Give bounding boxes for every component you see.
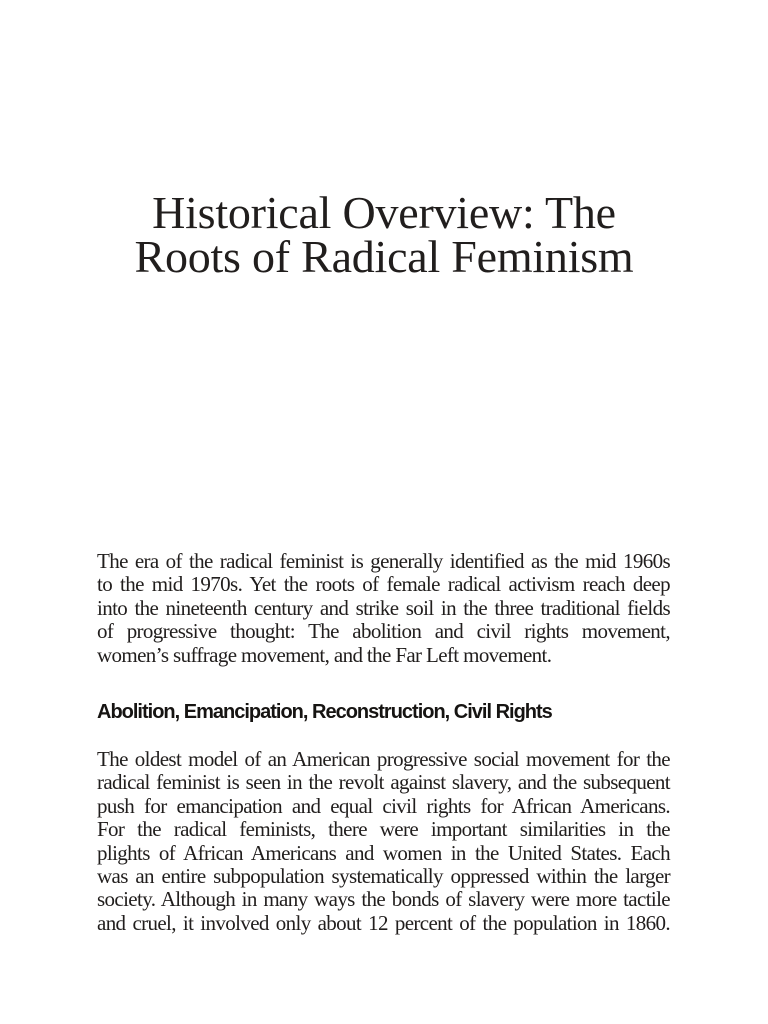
text-line: of progressive thought: The abolition and civil rights movement, bbox=[97, 619, 670, 644]
text-line: plights of African Americans and women in the United States. Each bbox=[97, 840, 670, 865]
text-line: society. Although in many ways the bonds of slavery were more tactile bbox=[97, 887, 670, 912]
text-line: The era of the radical feminist is generally identified as the mid 1960s bbox=[97, 549, 670, 573]
text-line: Roots of Radical Feminism bbox=[134, 230, 634, 282]
body-paragraph bbox=[97, 748, 670, 935]
text-line: radical feminist is seen in the revolt against slavery, and the subsequent bbox=[97, 770, 670, 795]
intro-paragraph bbox=[97, 550, 670, 667]
text-line: to the mid 1970s. Yet the roots of female radical activism reach deep bbox=[97, 572, 670, 597]
text-line: into the nineteenth century and strike soil in the three traditional fields bbox=[97, 595, 670, 620]
text-line: was an entire subpopulation systematically oppressed within the larger bbox=[97, 864, 670, 889]
text-line: women’s suffrage movement, and the Far Left movement. bbox=[97, 642, 552, 667]
text-line: Historical Overview: The bbox=[152, 187, 616, 238]
text-line: and cruel, it involved only about 12 percent of the population in 1860. bbox=[97, 910, 670, 935]
text-line: For the radical feminists, there were important similarities in the bbox=[97, 817, 670, 842]
page-title bbox=[0, 187, 768, 282]
section-heading: Abolition, Emancipation, Reconstruction, Civil Rights bbox=[97, 701, 552, 723]
text-line: push for emancipation and equal civil rights for African Americans. bbox=[97, 793, 670, 818]
text-line: The oldest model of an American progressive social movement for the bbox=[97, 747, 670, 771]
